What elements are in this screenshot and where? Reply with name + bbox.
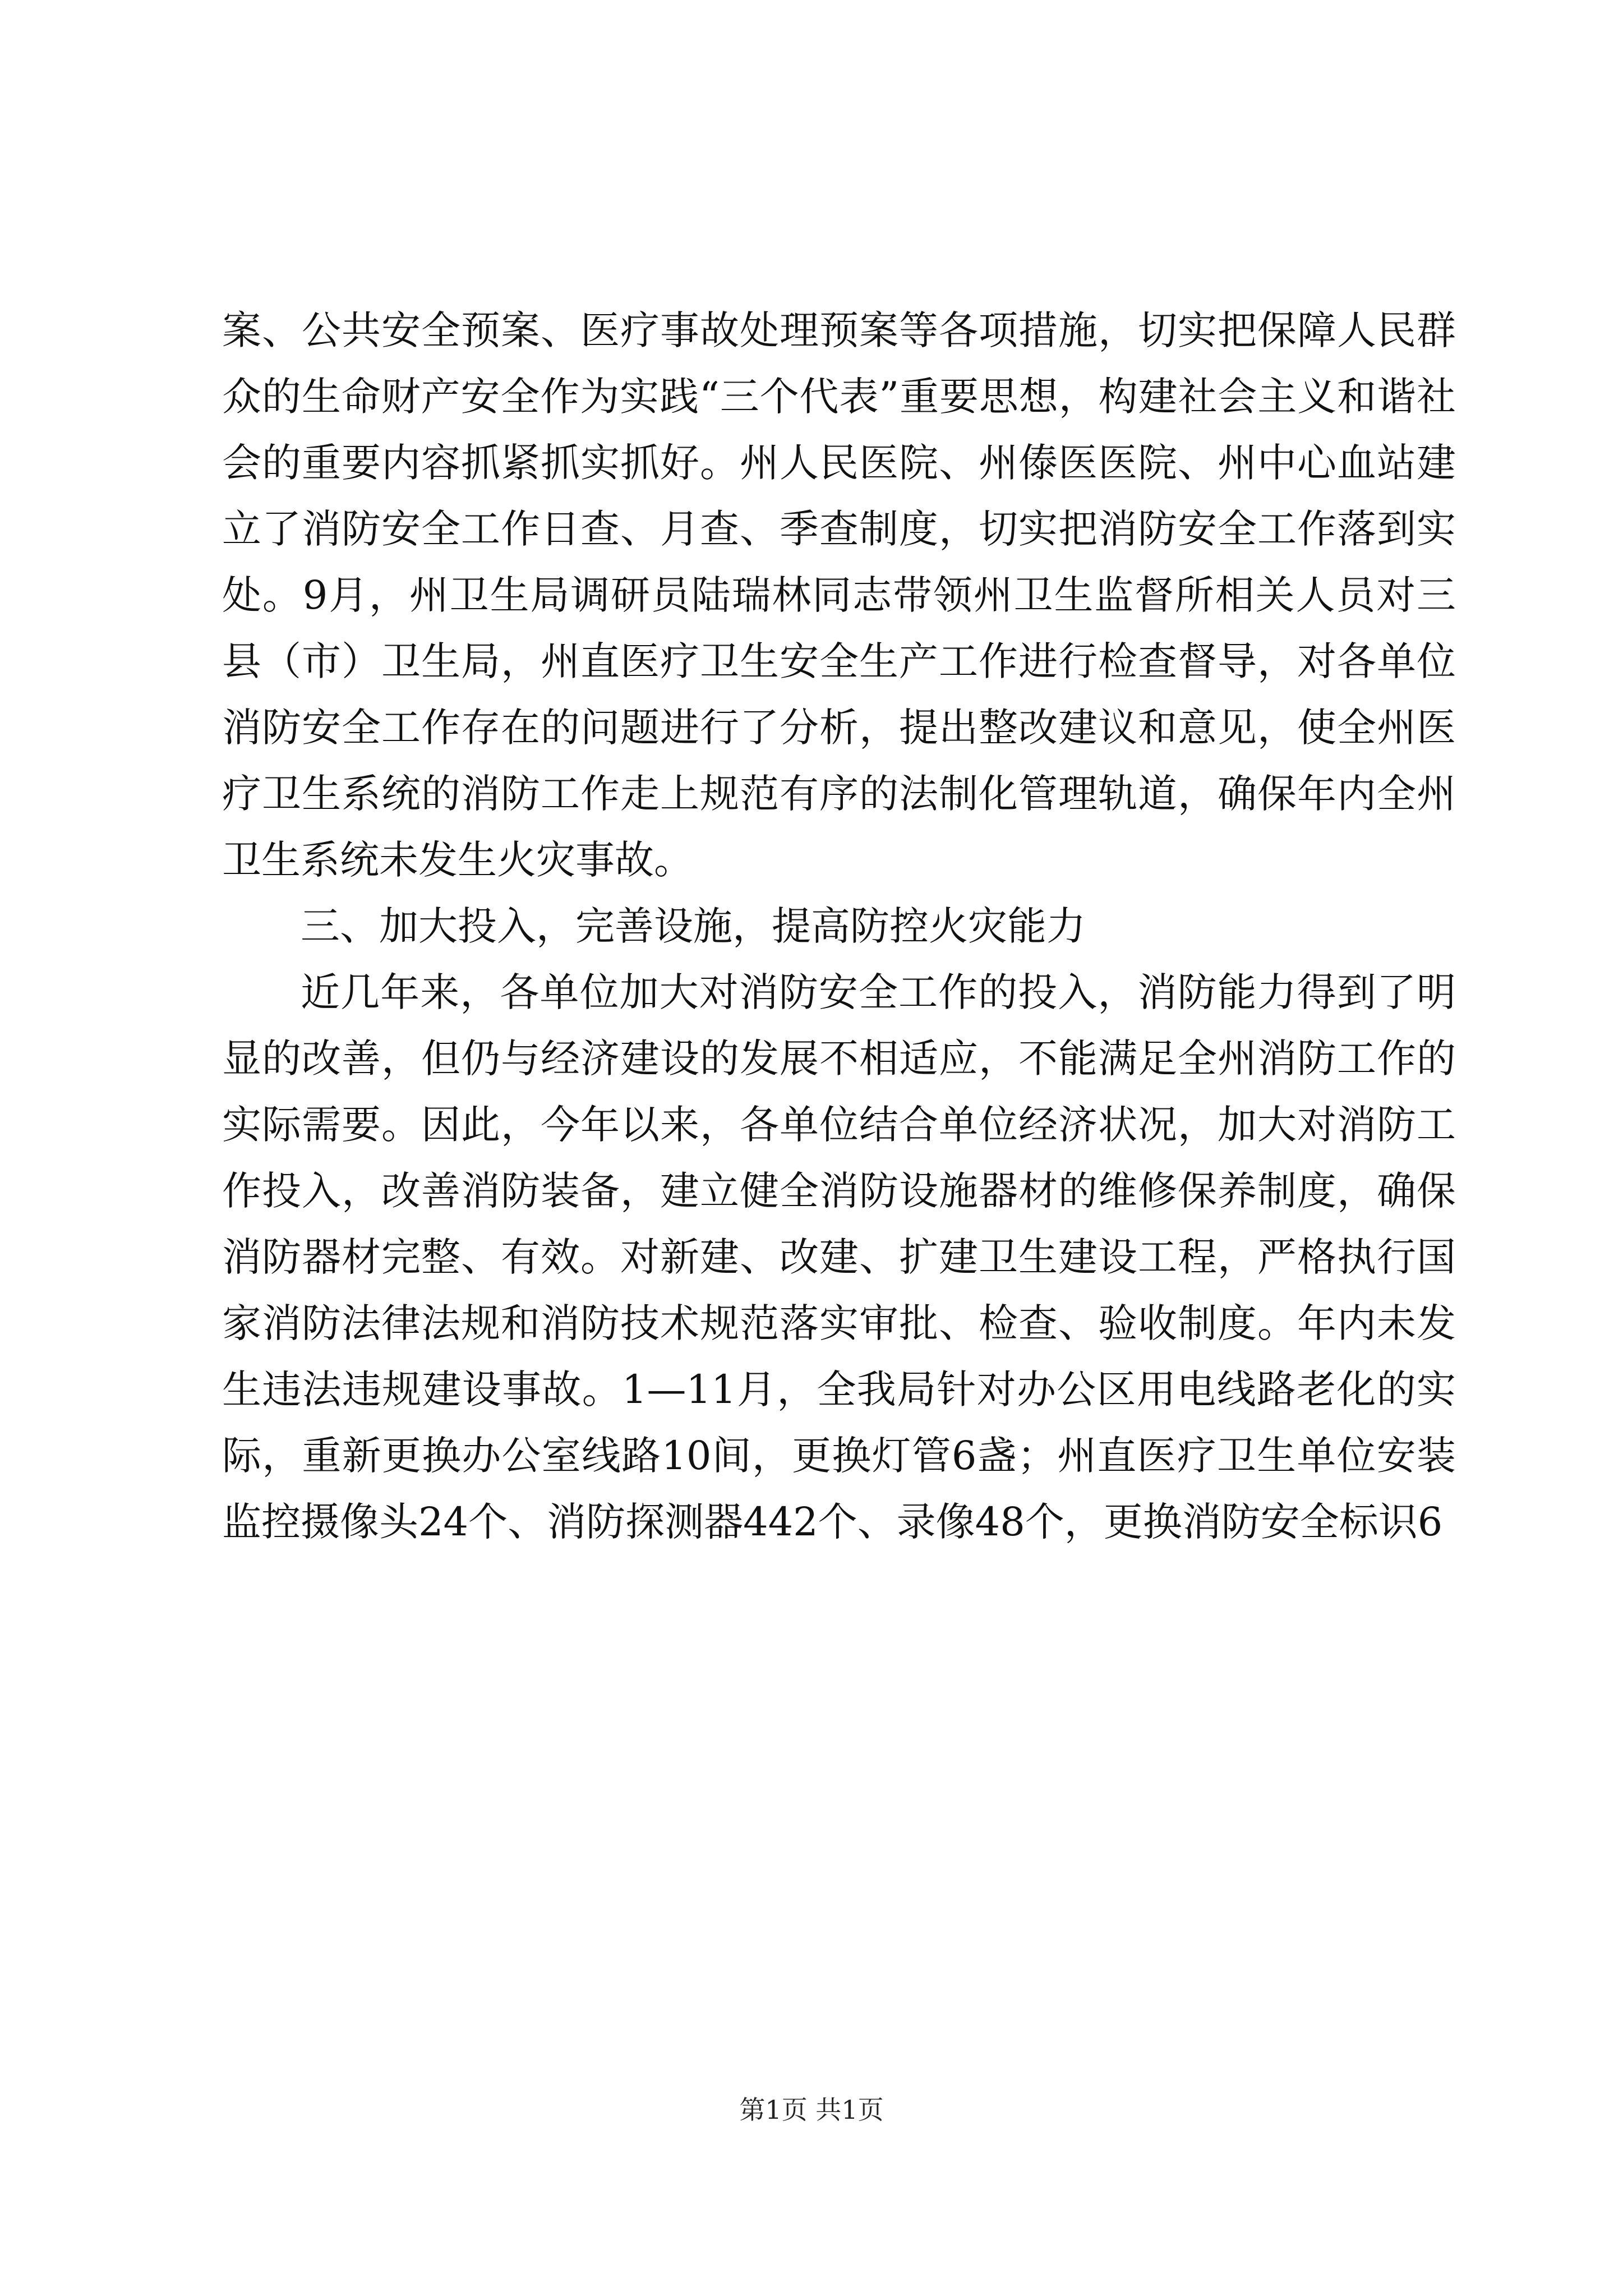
- paragraph-continuation: 案、公共安全预案、医疗事故处理预案等各项措施，切实把保障人民群众的生命财产安全作为实践“三个代表”重要思想，构建社会主义和谐社会的重要内容抓紧抓实抓好。州人民医院、州傣医医院、州中心血站建立了消防安全工作日查、月查、季查制度，切实把消防安全工作落到实处。9月，州卫生局调研员陆瑞林同志带领州卫生监督所相关人员对三县（市）卫生局，州直医疗卫生安全生产工作进行检查督导，对各单位消防安全工作存在的问题进行了分析，提出整改建议和意见，使全州医疗卫生系统的消防工作走上规范有序的法制化管理轨道，确保年内全州卫生系统未发生火灾事故。: [222, 307, 1456, 883]
- document-body: [222, 297, 1456, 1555]
- page-footer: 第1页 共1页: [739, 2095, 884, 2125]
- paragraph-investment: 近几年来，各单位加大对消防安全工作的投入，消防能力得到了明显的改善，但仍与经济建设的发展不相适应，不能满足全州消防工作的实际需要。因此，今年以来，各单位结合单位经济状况，加大对消防工作投入，改善消防装备，建立健全消防设施器材的维修保养制度，确保消防器材完整、有效。对新建、改建、扩建卫生建设工程，严格执行国家消防法律法规和消防技术规范落实审批、检查、验收制度。年内未发生违法违规建设事故。1—11月，全我局针对办公区用电线路老化的实际，重新更换办公室线路10间，更换灯管6盏；州直医疗卫生单位安装监控摄像头24个、消防探测器442个、录像48个，更换消防安全标识6: [222, 969, 1456, 1545]
- section-heading: 三、加大投入，完善设施，提高防控火灾能力: [301, 903, 1086, 949]
